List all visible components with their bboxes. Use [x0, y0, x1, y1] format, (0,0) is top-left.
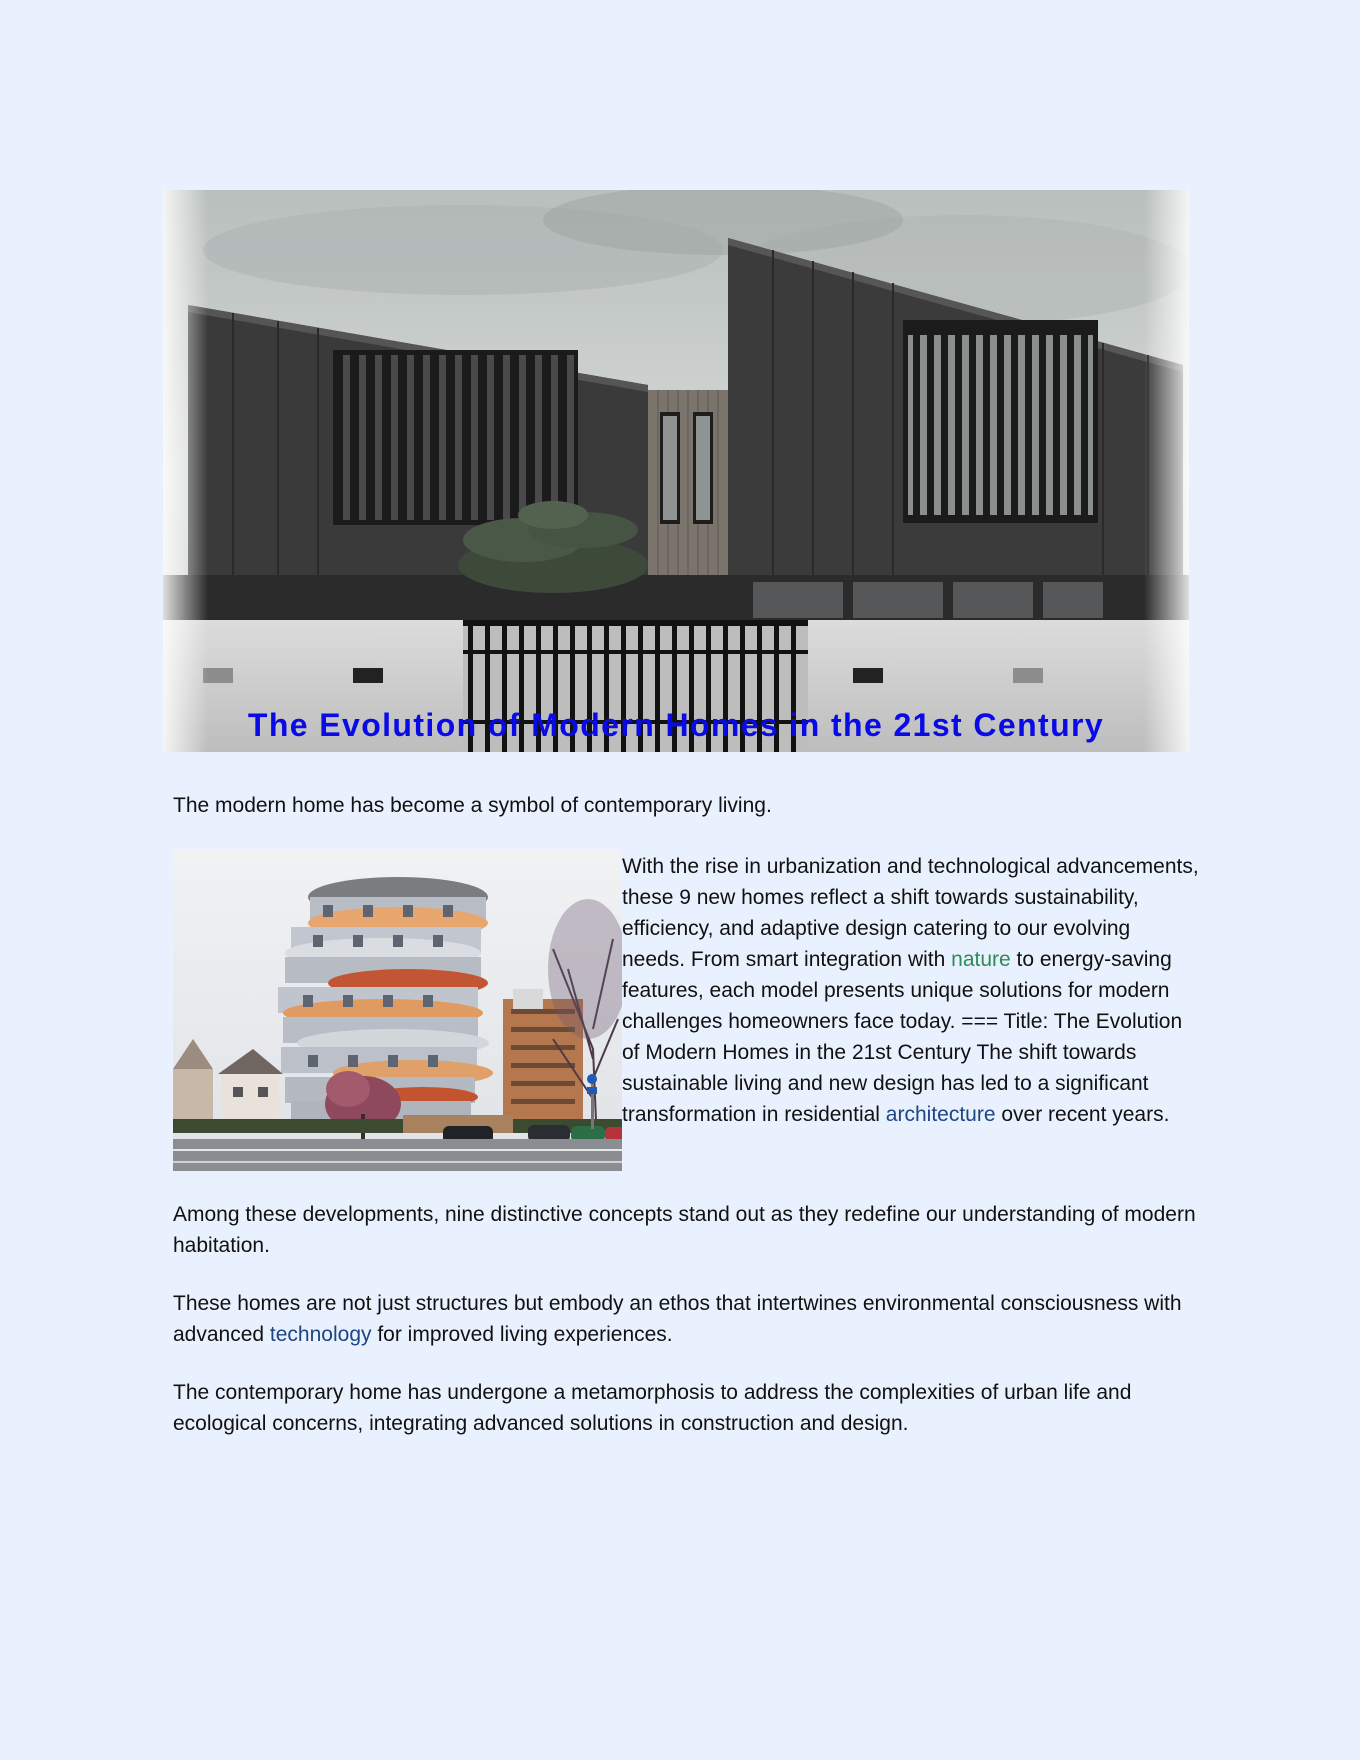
technology-link[interactable]: technology — [269, 1323, 372, 1346]
round-apartment-building-photo-icon — [173, 849, 622, 1171]
ethos-text-part-2: for improved living experiences. — [371, 1323, 673, 1346]
hero-title: The Evolution of Modern Homes in the 21st Century — [247, 707, 1105, 743]
paragraph-developments: Among these developments, nine distinctive concepts stand out as they redefine our understanding of modern habitation. — [173, 1203, 1196, 1257]
feature-text-part-1: With the rise in urbanization and technological advancements, these 9 new homes reflect a shift towards sustainability, efficiency, and adaptive design catering to our evolving needs. From smart integration with — [622, 855, 1199, 971]
nature-link[interactable]: nature — [951, 948, 1011, 971]
intro-paragraph: The modern home has become a symbol of contemporary living. — [173, 794, 772, 817]
feature-section — [173, 849, 1199, 1171]
ethos-text-part-1: These homes are not just structures but embody an ethos that intertwines environmental consciousness with advanced — [173, 1292, 1182, 1346]
architecture-link[interactable]: architecture — [885, 1103, 996, 1126]
feature-text-part-2: to energy-saving features, each model presents unique solutions for modern challenges homeowners face today. === Title: The Evolution of Modern Homes in the 21st Century The shift towards sustainable living and new design has led to a significant transformation in residential — [622, 948, 1183, 1126]
hero-banner — [163, 190, 1189, 752]
feature-image — [173, 849, 622, 1171]
feature-text-part-3: over recent years. — [995, 1103, 1170, 1126]
article — [173, 190, 1199, 1439]
modern-house-photo-icon — [163, 190, 1189, 752]
paragraph-metamorphosis: The contemporary home has undergone a metamorphosis to address the complexities of urban life and ecological concerns, integrating advanced solutions in construction and design. — [173, 1381, 1132, 1435]
paragraph-ethos — [173, 1288, 1199, 1350]
